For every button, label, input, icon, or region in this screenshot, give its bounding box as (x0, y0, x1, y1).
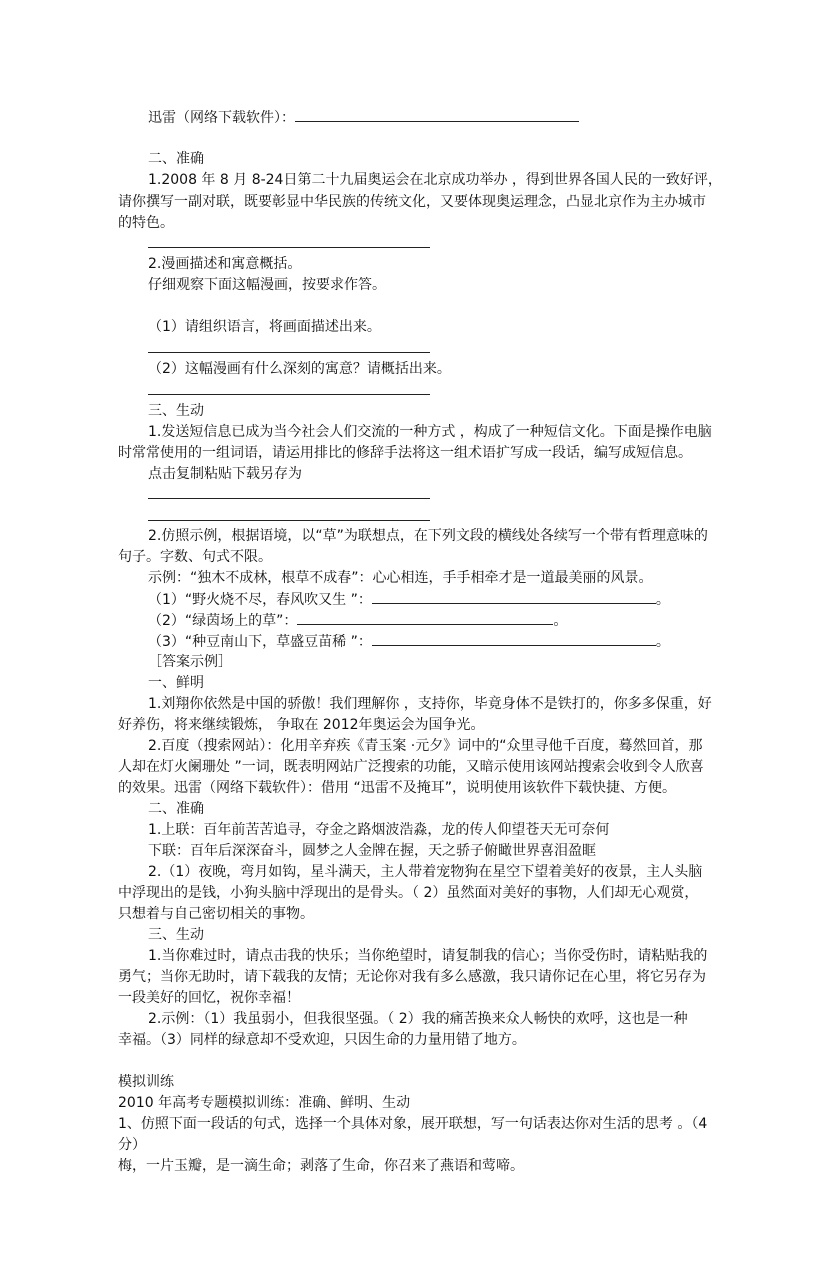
paragraph-line: 2.（1）夜晚，弯月如钩，星斗满天，主人带着宠物狗在星空下望着美好的夜景，主人头脑 (148, 864, 703, 880)
paragraph-line: 2010 年高考专题模拟训练：准确、鲜明、生动 (118, 1095, 411, 1111)
paragraph-line: 2.百度（搜索网站）：化用辛弃疾《青玉案 ·元夕》词中的“众里寻他千百度，蓦然回首，那 (148, 738, 703, 754)
paragraph-line: 一段美好的回忆，祝你幸福！ (118, 990, 300, 1006)
fill-line: （2）“绿茵场上的草”： 。 (148, 610, 567, 631)
paragraph-line: 的效果。迅雷（网络下载软件）：借用 “迅雷不及掩耳”，说明使用该软件下载快捷、方便。 (118, 780, 676, 796)
paragraph-line: 的特色。 (118, 215, 174, 231)
answer-blank (372, 589, 656, 604)
paragraph-line: 分） (118, 1137, 146, 1153)
xunlei-line (148, 107, 579, 128)
paragraph-line: 梅，一片玉瓣，是一滴生命；剥落了生命，你召来了燕语和莺啼。 (118, 1158, 524, 1174)
paragraph-line: 时常常使用的一组词语，请运用排比的修辞手法将这一组术语扩写成一段话，编写成短信息。 (118, 445, 692, 461)
paragraph-line: 请你撰写一副对联，既要彰显中华民族的传统文化，又要体现奥运理念，凸显北京作为主办城市 (118, 194, 706, 210)
paragraph-line: 1.2008 年 8 月 8-24日第二十九届奥运会在北京成功举办 ，得到世界各国人民的一致好评， (148, 172, 722, 188)
section-title: 二、准确 (148, 151, 204, 167)
paragraph-line: 好养伤，将来继续锻炼， 争取在 2012年奥运会为国争光。 (118, 717, 485, 733)
answer-blank (372, 631, 656, 646)
paragraph-line: 1、仿照下面一段话的句式，选择一个具体对象，展开联想，写一句话表达你对生活的思考 。（4 (118, 1116, 708, 1132)
paragraph-line: 句子。字数、句式不限。 (118, 549, 272, 565)
section-title: 三、生动 (148, 927, 204, 943)
answer-blank (148, 394, 430, 395)
question-title: 2.漫画描述和寓意概括。 (148, 256, 302, 272)
section-title: 三、生动 (148, 403, 204, 419)
xunlei-label: 迅雷（网络下载软件）： (148, 110, 295, 126)
paragraph-line: 人却在灯火阑珊处 ”一词，既表明网站广泛搜索的功能，又暗示使用该网站搜索会收到令人欣喜 (118, 759, 704, 775)
paragraph-line: 只想着与自己密切相关的事物。 (118, 906, 314, 922)
paragraph-line: 1.刘翔你依然是中国的骄傲！我们理解你 ，支持你，毕竟身体不是铁打的，你多多保重，好 (148, 696, 712, 712)
paragraph-line: 1.发送短信息已成为当今社会人们交流的一种方式 ，构成了一种短信文化。下面是操作电脑 (148, 424, 712, 440)
fill-line: （1）“野火烧不尽，春风吹又生 ”： 。 (148, 589, 670, 610)
paragraph-line: 中浮现出的是钱，小狗头脑中浮现出的是骨头。（ 2）虽然面对美好的事物，人们却无心观赏， (118, 885, 699, 901)
answer-blank (148, 498, 430, 499)
section-title: 模拟训练 (118, 1074, 174, 1090)
paragraph-line: 1.当你难过时，请点击我的快乐；当你绝望时，请复制我的信心；当你受伤时，请粘贴我的 (148, 948, 708, 964)
answer-blank (148, 352, 430, 353)
paragraph-line: 下联：百年后深深奋斗，圆梦之人金牌在握，天之骄子俯瞰世界喜泪盈眶 (148, 843, 596, 859)
example-line: 示例：“独木不成林，根草不成春”：心心相连，手手相牵才是一道最美丽的风景。 (148, 570, 653, 586)
paragraph-line: 1.上联：百年前苦苦追寻，夺金之路烟波浩淼，龙的传人仰望苍天无可奈何 (148, 822, 610, 838)
answer-blank (148, 247, 430, 248)
paragraph-line: 勇气；当你无助时，请下载我的友情；无论你对我有多么感激，我只请你记在心里，将它另存为 (118, 969, 706, 985)
answer-blank (295, 107, 579, 122)
sub-question: （1）请组织语言，将画面描述出来。 (148, 319, 381, 335)
paragraph-line: 2.仿照示例，根据语境，以“草”为联想点，在下列文段的横线处各续写一个带有哲理意味的 (148, 528, 708, 544)
answer-heading: ［答案示例］ (148, 654, 232, 670)
paragraph-line: 2.示例：（1）我虽弱小，但我很坚强。（ 2）我的痛苦换来众人畅快的欢呼，这也是一种 (148, 1011, 688, 1027)
answer-blank (297, 610, 553, 625)
fill-line: （3）“种豆南山下，草盛豆苗稀 ”： 。 (148, 631, 670, 652)
answer-blank (148, 520, 430, 521)
paragraph-line: 幸福。（3）同样的绿意却不受欢迎，只因生命的力量用错了地方。 (118, 1032, 526, 1048)
section-title: 一、鲜明 (148, 675, 204, 691)
instruction: 仔细观察下面这幅漫画，按要求作答。 (148, 277, 386, 293)
section-title: 二、准确 (148, 801, 204, 817)
paragraph-line: 点击复制粘贴下载另存为 (148, 466, 302, 482)
sub-question: （2）这幅漫画有什么深刻的寓意？请概括出来。 (148, 361, 451, 377)
